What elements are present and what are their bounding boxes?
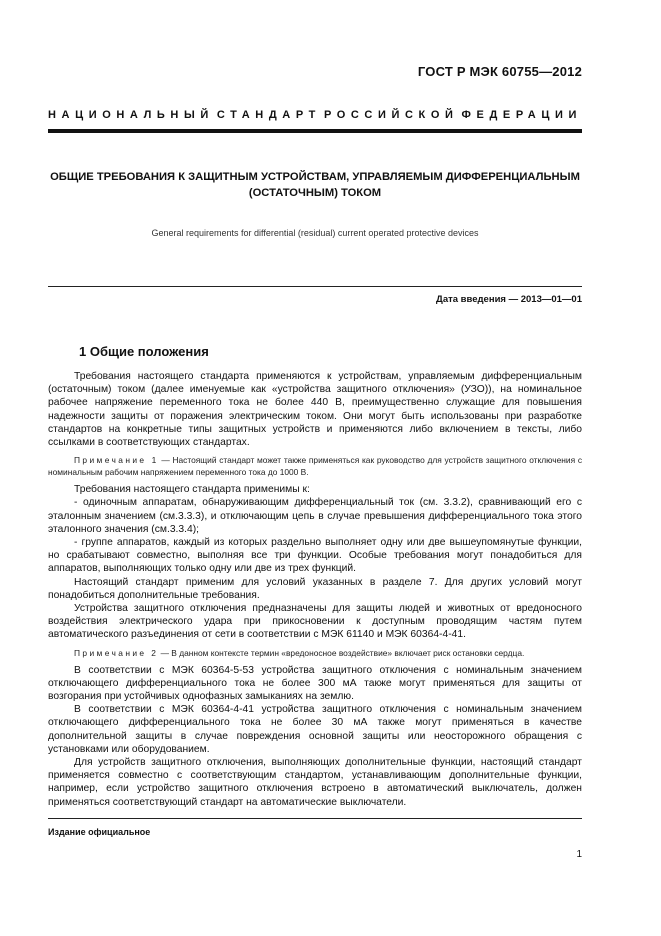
banner-word: СТАНДАРТ [216,109,321,121]
paragraph: Устройства защитного отключения предназначены для защиты людей и животных от вредоносного воздействия электрического удара при прикосновении к доступным проводящим частям путем автоматического разъединения от сети в соответствии с МЭК 61140 и МЭК 60364-4-41. [48,603,582,641]
official-edition-label: Издание официальное [48,827,151,837]
banner-word: ФЕДЕРАЦИИ [461,109,582,121]
standard-code: ГОСТ Р МЭК 60755—2012 [417,64,582,79]
note-label: Примечание 1 [74,455,159,466]
section-heading: 1 Общие положения [79,344,209,359]
paragraph: - одиночным аппаратам, обнаруживающим дифференциальный ток (см. 3.3.2), сравнивающий его с эталонным значением (см.3.3.3), и отключающим цепь в случае превышения дифференциального тока этого эталонного значения (см.3.3.4); [48,497,582,535]
body-text [48,370,582,809]
banner-word: НАЦИОНАЛЬНЫЙ [48,109,214,121]
introduction-date: Дата введения — 2013—01—01 [436,294,582,305]
note-label: Примечание 2 [74,647,159,658]
title-divider [48,286,582,287]
national-standard-banner [48,109,582,121]
note [48,647,582,659]
paragraph: Требования настоящего стандарта применяются к устройствам, управляемым дифференциальным (остаточным) током (далее именуемые как «устройства защитного отключения» (УЗО)), на номинальное рабочее напряжение переменного тока не более 440 В, преимущественно служащие для повышения надежности защиты от поражения электрическим током. Они могут быть использованы при разработке стандартов на конкретные типы защитных устройств и применяются либо включением в тексты, либо ссылками в соответствующих стандартах. [48,371,582,449]
paragraph: Для устройств защитного отключения, выполняющих дополнительные функции, настоящий стандарт применяется совместно с соответствующим стандартом, устанавливающим дополнительные функции, например, если устройство защитного отключения встроено в автоматический выключатель, должен применяться соответствующий стандарт на автоматические выключатели. [48,757,582,808]
paragraph: Настоящий стандарт применим для условий указанных в разделе 7. Для других условий могут понадобиться дополнительные требования. [48,576,582,601]
banner-word: РОССИЙСКОЙ [323,109,459,121]
header-divider [48,129,582,133]
note-text: — В данном контексте термин «вредоносное воздействие» включает риск остановки сердца. [158,647,525,658]
page-number: 1 [576,849,582,860]
note [48,454,582,478]
paragraph: В соответствии с МЭК 60364-4-41 устройства защитного отключения с номинальным значением отключающего дифференциального тока не более 30 мА также могут применяться в качестве дополнительной защиты в случае повреждения основной защиты или неосторожного обращения с установками или оборудованием. [48,704,582,755]
note-text: — Настоящий стандарт может также применяться как руководство для устройств защитного отключения с номинальным рабочим напряжением переменного тока до 1000 В. [48,455,583,478]
title-line: (ОСТАТОЧНЫМ) ТОКОМ [248,187,382,199]
paragraph: Требования настоящего стандарта применимы к: [74,484,310,496]
english-title: General requirements for differential (residual) current operated protective devices [151,228,479,238]
paragraph: В соответствии с МЭК 60364-5-53 устройства защитного отключения с номинальным значением отключающего дифференциального тока не более 300 мА также могут применяться для защиты от возгорания при устойчивых однофазных замыканиях на землю. [48,664,582,703]
title-line: ОБЩИЕ ТРЕБОВАНИЯ К ЗАЩИТНЫМ УСТРОЙСТВАМ, УПРАВЛЯЕМЫМ ДИФФЕРЕНЦИАЛЬНЫМ [50,171,580,183]
footer-divider [48,818,582,819]
document-title [48,169,582,201]
paragraph: - группе аппаратов, каждый из которых раздельно выполняет одну или две вышеупомянутые функции, но срабатывают совместно, выполняя все три функции. Особые требования могут понадобиться для аппаратов, выполняющих только одну или две из трех функций. [48,537,582,575]
